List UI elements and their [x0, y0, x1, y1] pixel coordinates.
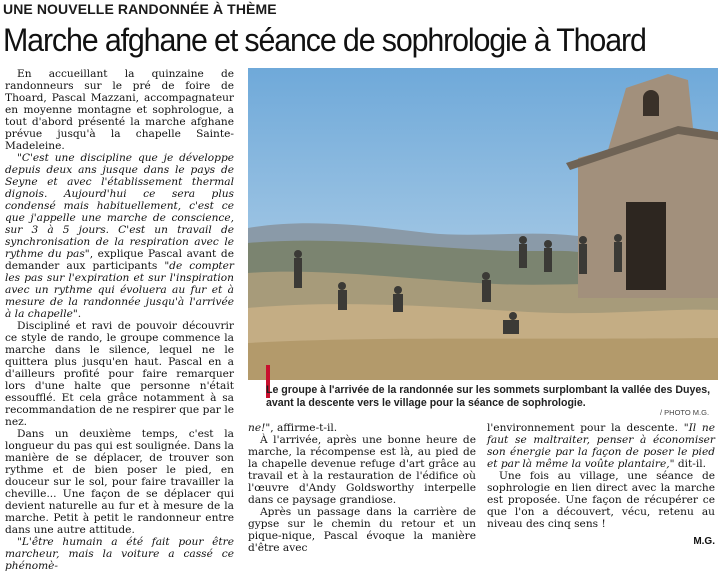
article-column-3: [487, 422, 715, 548]
paragraph: [248, 422, 476, 434]
paragraph-text: l'environnement pour la descente.: [487, 422, 684, 434]
paragraph-text: dit-il.: [674, 458, 707, 470]
photo-illustration: [248, 68, 718, 380]
quote: "L'être humain a été fait pour être marcheur, mais la voiture a cassé ce phénomè-: [5, 536, 234, 572]
paragraph: En accueillant la quinzaine de randonneurs sur le pré de foire de Thoard, Pascal Mazzani, accompagnateur en moyenne montagne et sophrologue, a tout d'abord présenté la marche afghane prévue jusqu'à la chapelle Sainte-Madeleine.: [5, 68, 234, 152]
paragraph: [487, 422, 715, 470]
headline: Marche afghane et séance de sophrologie à Thoard: [3, 22, 646, 58]
paragraph-text: , explique Pascal avant de demander aux participants: [5, 248, 234, 272]
paragraph: [5, 152, 234, 320]
paragraph: À l'arrivée, après une bonne heure de marche, la récompense est là, au pied de la chapelle devenue refuge d'art grâce au travail et à la restauration de l'édifice où l'œuvre d'Andy Goldsworthy interpelle dans ce paysage grandiose.: [248, 434, 476, 506]
paragraph: Une fois au village, une séance de sophrologie en lien direct avec la marche est proposée. Une façon de récupérer ce que l'on a découvert, vécu, retenu au niveau des cinq sens !: [487, 470, 715, 530]
article-photo: [248, 68, 718, 380]
paragraph-text: , affirme-t-il.: [270, 422, 338, 434]
quote: ne!": [248, 422, 271, 434]
paragraph-text: .: [77, 308, 82, 320]
photo-credit: / PHOTO M.G.: [660, 408, 710, 417]
kicker: UNE NOUVELLE RANDONNÉE À THÈME: [3, 1, 277, 17]
paragraph: Après un passage dans la carrière de gypse sur le chemin du retour et un pique-nique, Pascal évoque la manière d'être avec: [248, 506, 476, 554]
quote: "Il ne faut se maltraiter, penser à économiser son énergie par la façon de poser le pied et par là même la voûte plantaire,": [487, 422, 715, 470]
article-column-1: [5, 68, 234, 572]
quote: "C'est une discipline que je développe depuis deux ans jusque dans le pays de Seyne et avec l'établissement thermal dignois. Aujourd'hui ce sera plus condensé mais habituellement, c'est ce que j'appelle une marche de conscience, sur 3 à 5 jours. C'est un travail de synchronisation de la respiration avec le rythme du pas": [5, 152, 234, 260]
author-signature: M.G.: [693, 536, 715, 547]
paragraph: Dans un deuxième temps, c'est la longueur du pas qui est soulignée. Dans la manière de se déplacer, de trouver son rythme et de bien poser le pied, en douceur sur le sol, pour faire travailler la cheville... Une façon de se déplacer qui devient naturelle au fur et à mesure de la marche. Petit à petit le randonneur entre dans une autre attitude.: [5, 428, 234, 536]
quote: "de compter les pas sur l'expiration et sur l'inspiration avec un rythme qui évoluera au fur et à mesure de la randonnée jusqu'à l'arrivée à la chapelle": [5, 260, 234, 320]
paragraph: Discipliné et ravi de pouvoir découvrir ce style de rando, le groupe commence la marche dans le silence, lequel ne le quittera plus jusqu'en haut. Pascal en a d'ailleurs profité pour faire remarquer lors d'une halte que personne n'était essoufflé. Et cela grâce notamment à sa recommandation de ne respirer que par le nez.: [5, 320, 234, 428]
article-column-2: [248, 422, 476, 554]
photo-caption: Le groupe à l'arrivée de la randonnée sur les sommets surplombant la vallée des Duyes, avant la descente vers le village pour la séance de sophrologie.: [266, 384, 711, 409]
